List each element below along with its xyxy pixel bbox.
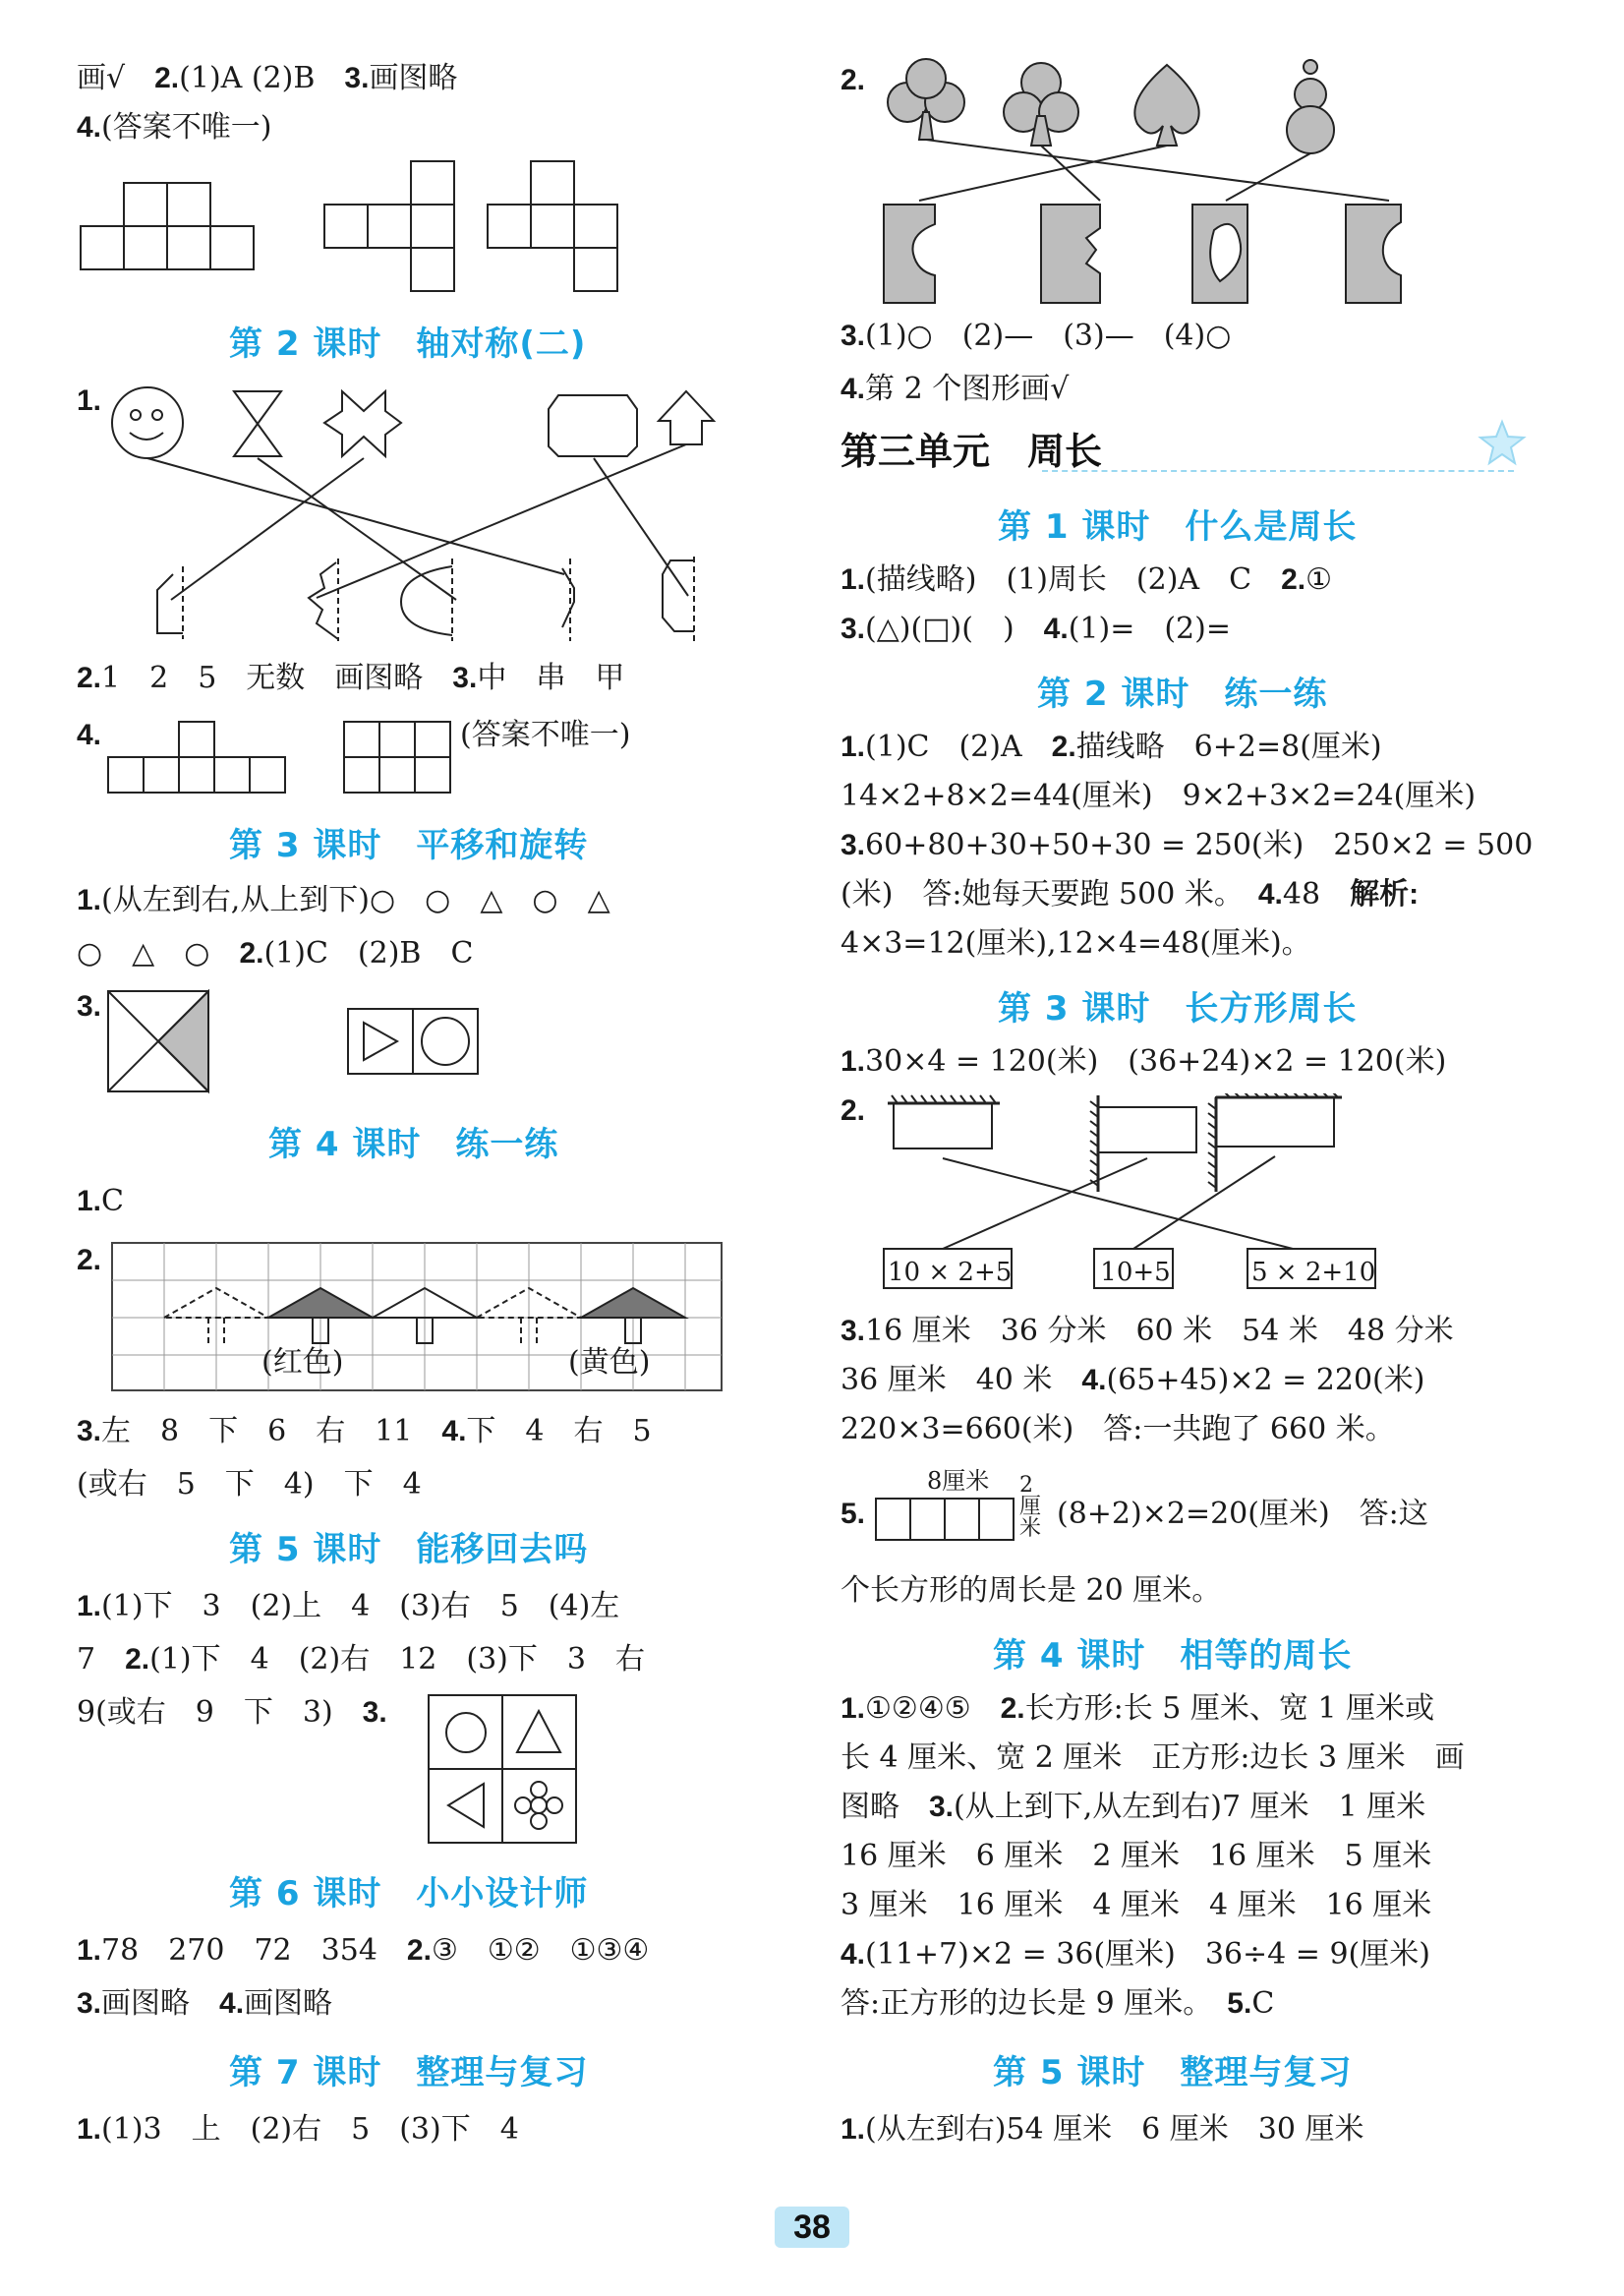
lesson-heading: 第 1 课时 什么是周长 <box>998 507 1358 547</box>
answer-line: 1.(从左到右,从上到下)○ ○ △ ○ △ <box>77 883 610 917</box>
answer-line: 3.60+80+30+50+30 = 250(米) 250×2 = 500 <box>841 828 1534 862</box>
answer-line: 1.①②④⑤ 2.长方形:长 5 厘米、宽 1 厘米或 <box>841 1691 1435 1726</box>
answer-line: (米) 答:她每天要跑 500 米。 4.48 解析: <box>841 877 1420 912</box>
answer-text: (8+2)×2=20(厘米) 答:这 <box>1057 1497 1428 1531</box>
answer-line: 3.(△)(□)( ) 4.(1)= (2)= <box>841 612 1231 646</box>
answer-label: 2. <box>841 1094 866 1127</box>
answer-label: 3. <box>77 990 102 1023</box>
answer-label: 2. <box>841 64 866 96</box>
fancy-shape-icon <box>324 391 401 456</box>
answer-line: 3 厘米 16 厘米 4 厘米 4 厘米 16 厘米 <box>841 1888 1432 1922</box>
expression-box-2: 10+5 <box>1100 1258 1171 1287</box>
answer-line: 1.(描线略) (1)周长 (2)A C 2.① <box>841 562 1332 597</box>
answer-line: 1.(从左到右)54 厘米 6 厘米 30 厘米 <box>841 2112 1364 2147</box>
answer-line: 1.(1)3 上 (2)右 5 (3)下 4 <box>77 2112 519 2147</box>
answer-line: 个长方形的周长是 20 厘米。 <box>841 1573 1222 1608</box>
answer-line: 36 厘米 40 米 4.(65+45)×2 = 220(米) <box>841 1363 1425 1397</box>
smiley-icon <box>112 387 183 458</box>
lesson-heading: 第 6 课时 小小设计师 <box>229 1874 589 1913</box>
answer-line: 3.16 厘米 36 分米 60 米 54 米 48 分米 <box>841 1314 1454 1348</box>
answer-line: 4.(11+7)×2 = 36(厘米) 36÷4 = 9(厘米) <box>841 1937 1430 1972</box>
answer-line: 图略 3.(从上到下,从左到右)7 厘米 1 厘米 <box>841 1790 1426 1824</box>
answer-line: 答:正方形的边长是 9 厘米。 5.C <box>841 1986 1275 2021</box>
unit-title: 第三单元 周长 <box>841 430 1103 473</box>
expression-box-1: 10 × 2+5 <box>888 1258 1013 1287</box>
note-text: (答案不唯一) <box>460 718 631 752</box>
answer-line: 1.(1)下 3 (2)上 4 (3)右 5 (4)左 <box>77 1589 620 1623</box>
lesson-heading: 第 2 课时 轴对称(二) <box>229 324 587 364</box>
answer-line: 4.(答案不唯一) <box>77 110 272 145</box>
arrow-icon <box>659 391 714 444</box>
answer-line: 4×3=12(厘米),12×4=48(厘米)。 <box>841 926 1311 961</box>
octagon-icon <box>549 395 637 456</box>
answer-line: 3.(1)○ (2)— (3)— (4)○ <box>841 319 1232 353</box>
answer-line: 14×2+8×2=44(厘米) 9×2+3×2=24(厘米) <box>841 779 1477 813</box>
width-label: 2厘米 <box>1019 1473 1042 1541</box>
answer-line: 16 厘米 6 厘米 2 厘米 16 厘米 5 厘米 <box>841 1839 1432 1873</box>
squares-rectangle-figure <box>874 1497 1041 1546</box>
answer-line: (或右 5 下 4) 下 4 <box>77 1467 422 1501</box>
lesson-heading: 第 5 课时 整理与复习 <box>993 2053 1353 2092</box>
lesson-heading: 第 2 课时 练一练 <box>1037 675 1328 714</box>
symmetry-matching-figure <box>106 382 735 657</box>
answer-label: 5. <box>841 1498 866 1530</box>
rotation-figure <box>106 989 539 1097</box>
answer-line: 1.C <box>77 1184 124 1218</box>
lesson-heading: 第 5 课时 能移回去吗 <box>229 1530 589 1569</box>
answer-line: 1.30×4 = 120(米) (36+24)×2 = 120(米) <box>841 1044 1447 1079</box>
answer-line: 220×3=660(米) 答:一共跑了 660 米。 <box>841 1412 1395 1446</box>
answer-line: ○ △ ○ 2.(1)C (2)B C <box>77 936 474 971</box>
answer-label: 2. <box>77 1244 102 1276</box>
answer-line: 1.78 270 72 354 2.③ ①② ①③④ <box>77 1933 650 1968</box>
half-shape-matching-figure <box>880 57 1470 313</box>
lesson-heading: 第 7 课时 整理与复习 <box>229 2053 589 2092</box>
answer-line: 3.左 8 下 6 右 11 4.下 4 右 5 <box>77 1414 652 1448</box>
lesson-heading: 第 4 课时 相等的周长 <box>993 1636 1353 1676</box>
answer-line: 7 2.(1)下 4 (2)右 12 (3)下 3 右 <box>77 1642 645 1677</box>
cube-nets-figure <box>77 157 686 295</box>
answer-line: 1.(1)C (2)A 2.描线略 6+2=8(厘米) <box>841 730 1382 764</box>
lesson-heading: 第 3 课时 长方形周长 <box>998 989 1358 1029</box>
unit-title-underline <box>1042 470 1514 472</box>
expression-box-3: 5 × 2+10 <box>1251 1258 1376 1287</box>
answer-line: 3.画图略 4.画图略 <box>77 1986 333 2021</box>
page-number: 38 <box>775 2207 849 2248</box>
lesson-heading: 第 3 课时 平移和旋转 <box>229 826 589 865</box>
answer-label: 1. <box>77 384 102 417</box>
length-label: 8厘米 <box>927 1467 990 1495</box>
answer-line: 4. <box>77 719 102 751</box>
answer-line: 长 4 厘米、宽 2 厘米 正方形:边长 3 厘米 画 <box>841 1740 1465 1775</box>
answer-line: 画√ 2.(1)A (2)B 3.画图略 <box>77 61 458 95</box>
answer-line: 9(或右 9 下 3) 3. <box>77 1695 387 1730</box>
answer-line: 2.1 2 5 无数 画图略 3.中 串 甲 <box>77 661 625 695</box>
hourglass-icon <box>234 391 281 456</box>
star-icon <box>1478 419 1527 468</box>
shapes-grid-figure <box>427 1693 584 1851</box>
answer-line: 4.第 2 个图形画√ <box>841 372 1070 406</box>
lesson-heading: 第 4 课时 练一练 <box>268 1125 559 1164</box>
color-label-red: (红色) <box>261 1345 344 1380</box>
color-label-yellow: (黄色) <box>568 1345 651 1380</box>
